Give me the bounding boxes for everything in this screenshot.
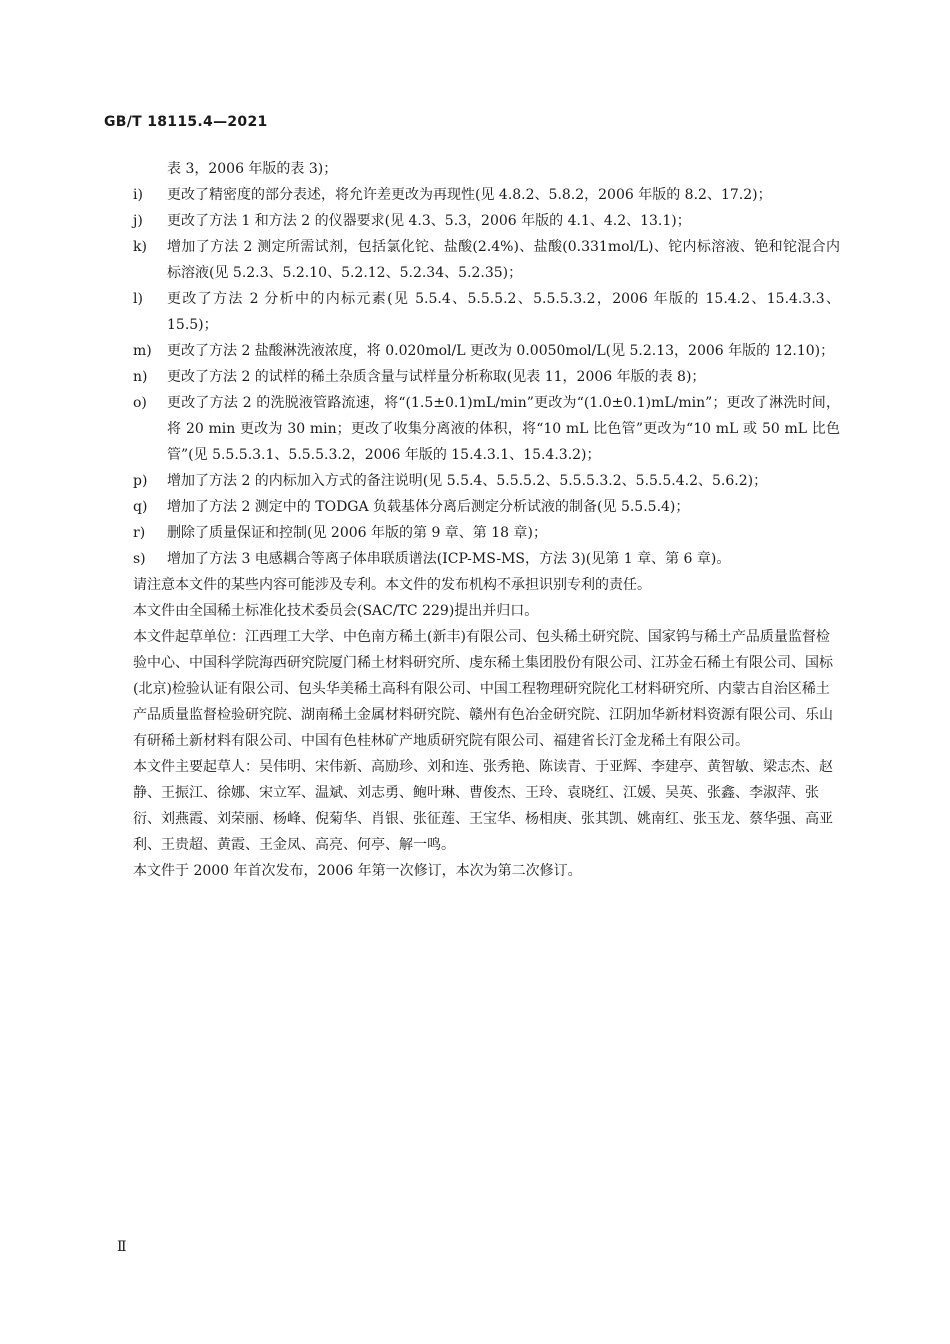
list-item-label: k) <box>133 239 147 255</box>
list-item-j <box>133 208 840 234</box>
list-item-text: 更改了方法 1 和方法 2 的仪器要求(见 4.3、5.3，2006 年版的 4.1、4.2、13.1)； <box>167 213 691 229</box>
drafters-paragraph <box>104 754 840 858</box>
page-number: Ⅱ <box>117 1239 127 1255</box>
list-item-label: l) <box>133 291 143 307</box>
list-item-i <box>133 182 840 208</box>
list-item-n <box>133 364 840 390</box>
patent-notice: 请注意本文件的某些内容可能涉及专利。本文件的发布机构不承担识别专利的责任。 <box>133 577 651 593</box>
list-item-label: n) <box>133 369 148 385</box>
list-item-text: 增加了方法 3 电感耦合等离子体串联质谱法(ICP-MS-MS，方法 3)(见第 1 章、第 6 章)。 <box>167 551 731 567</box>
list-item-label: o) <box>133 395 147 411</box>
standard-code: GB/T 18115.4—2021 <box>104 114 268 130</box>
list-item-label: s) <box>133 551 146 567</box>
list-item-label: m) <box>133 343 152 359</box>
list-item-text: 增加了方法 2 测定所需试剂，包括氯化铊、盐酸(2.4%)、盐酸(0.331mol/L)、铊内标溶液、铯和铊混合内标溶液(见 5.2.3、5.2.10、5.2.12、5.2.34、5.2.35)； <box>167 239 840 281</box>
list-item-r <box>133 520 840 546</box>
list-item-label: q) <box>133 499 148 515</box>
proposed-by: 本文件由全国稀土标准化技术委员会(SAC/TC 229)提出并归口。 <box>133 603 539 619</box>
list-item-q <box>133 494 840 520</box>
list-item-text: 更改了精密度的部分表述，将允许差更改为再现性(见 4.8.2、5.8.2，2006 年版的 8.2、17.2)； <box>167 187 772 203</box>
drafting-units-paragraph <box>104 624 840 754</box>
list-item-text: 更改了方法 2 分析中的内标元素(见 5.5.4、5.5.5.2、5.5.5.3.2，2006 年版的 15.4.2、15.4.3.3、15.5)； <box>167 291 840 333</box>
list-item-label: r) <box>133 525 146 541</box>
list-item-text: 增加了方法 2 的内标加入方式的备注说明(见 5.5.4、5.5.5.2、5.5.5.3.2、5.5.5.4.2、5.6.2)； <box>167 473 768 489</box>
list-item-m <box>133 338 840 364</box>
list-item-label: p) <box>133 473 148 489</box>
list-item-text: 增加了方法 2 测定中的 TODGA 负载基体分离后测定分析试液的制备(见 5.5.5.4)； <box>167 499 690 515</box>
list-item-text: 更改了方法 2 盐酸淋洗液浓度，将 0.020mol/L 更改为 0.0050mol/L(见 5.2.13，2006 年版的 12.10)； <box>167 343 835 359</box>
list-item-o <box>133 390 840 468</box>
list-item-s <box>133 546 840 572</box>
foreword-content <box>133 156 840 884</box>
list-item-l <box>133 286 840 338</box>
list-item-k <box>133 234 840 286</box>
list-item-label: i) <box>133 187 143 203</box>
continuation-line: 表 3，2006 年版的表 3)； <box>167 161 338 177</box>
list-item-label: j) <box>133 213 143 229</box>
list-item-text: 删除了质量保证和控制(见 2006 年版的第 9 章、第 18 章)； <box>167 525 547 541</box>
list-item-p <box>133 468 840 494</box>
drafting-units: 本文件起草单位：江西理工大学、中色南方稀土(新丰)有限公司、包头稀土研究院、国家钨与稀土产品质量监督检验中心、中国科学院海西研究院厦门稀土材料研究所、虔东稀土集团股份有限公司、江苏金石稀土有限公司、国标(北京)检验认证有限公司、包头华美稀土高科有限公司、中国工程物理研究院化工材料研究所、内蒙古自治区稀土产品质量监督检验研究院、湖南稀土金属材料研究院、赣州有色冶金研究院、江阴加华新材料资源有限公司、乐山有研稀土新材料有限公司、中国有色桂林矿产地质研究院有限公司、福建省长汀金龙稀土有限公司。 <box>133 629 833 749</box>
list-item-text: 更改了方法 2 的洗脱液管路流速，将“(1.5±0.1)mL/min”更改为“(1.0±0.1)mL/min”；更改了淋洗时间，将 20 min 更改为 30 min；更改了收集分离液的体积，将“10 mL 比色管”更改为“10 mL 或 50 mL 比色管”(见 5.5.5.3.1、5.5.5.3.2，2006 年版的 15.4.3.1、15.4.3.2)； <box>167 395 840 463</box>
list-item-text: 更改了方法 2 的试样的稀土杂质含量与试样量分析称取(见表 11，2006 年版的表 8)； <box>167 369 706 385</box>
drafters: 本文件主要起草人：吴伟明、宋伟新、高励珍、刘和连、张秀艳、陈读青、于亚辉、李建亭、黄智敏、梁志杰、赵静、王振江、徐娜、宋立军、温斌、刘志勇、鲍叶琳、曹俊杰、王玲、袁晓红、江媛、吴英、张鑫、李淑萍、张衍、刘燕霞、刘荣丽、杨峰、倪菊华、肖银、张征莲、王宝华、杨相庚、张其凯、姚南红、张玉龙、蔡华强、高亚利、王贵超、黄霞、王金凤、高亮、何亭、解一鸣。 <box>133 759 833 853</box>
revision-history: 本文件于 2000 年首次发布，2006 年第一次修订，本次为第二次修订。 <box>133 863 582 879</box>
